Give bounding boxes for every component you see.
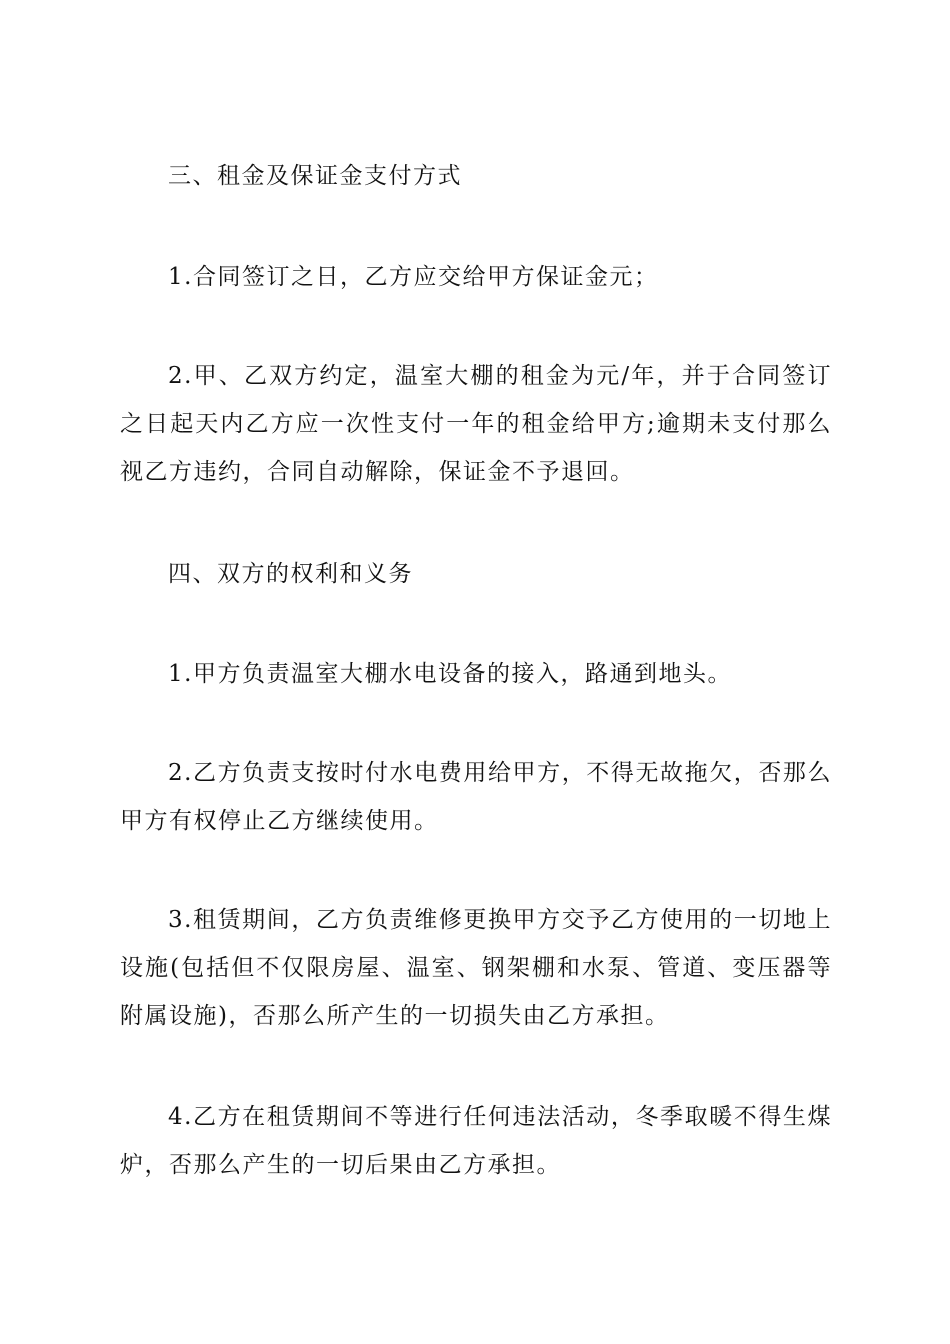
- clause-3-2-rent: 2.甲、乙双方约定，温室大棚的租金为元/年，并于合同签订之日起天内乙方应一次性支付一年的租金给甲方;逾期未支付那么视乙方违约，合同自动解除，保证金不予退回。: [120, 363, 832, 485]
- clause-4-3-maintenance: 3.租赁期间，乙方负责维修更换甲方交予乙方使用的一切地上设施(包括但不仅限房屋、温室、钢架棚和水泵、管道、变压器等附属设施)，否那么所产生的一切损失由乙方承担。: [120, 907, 832, 1029]
- section-heading-rent-payment: 三、租金及保证金支付方式: [168, 163, 462, 189]
- clause-4-4-prohibited-activities: 4.乙方在租赁期间不等进行任何违法活动，冬季取暖不得生煤炉，否那么产生的一切后果由乙方承担。: [120, 1104, 832, 1178]
- clause-4-1-utilities-access: 1.甲方负责温室大棚水电设备的接入，路通到地头。: [168, 661, 732, 687]
- clause-3-1-deposit: 1.合同签订之日，乙方应交给甲方保证金元；: [168, 264, 659, 290]
- clause-4-2-utility-fees: 2.乙方负责支按时付水电费用给甲方，不得无故拖欠，否那么甲方有权停止乙方继续使用。: [120, 760, 832, 834]
- section-heading-rights-obligations: 四、双方的权利和义务: [168, 561, 413, 587]
